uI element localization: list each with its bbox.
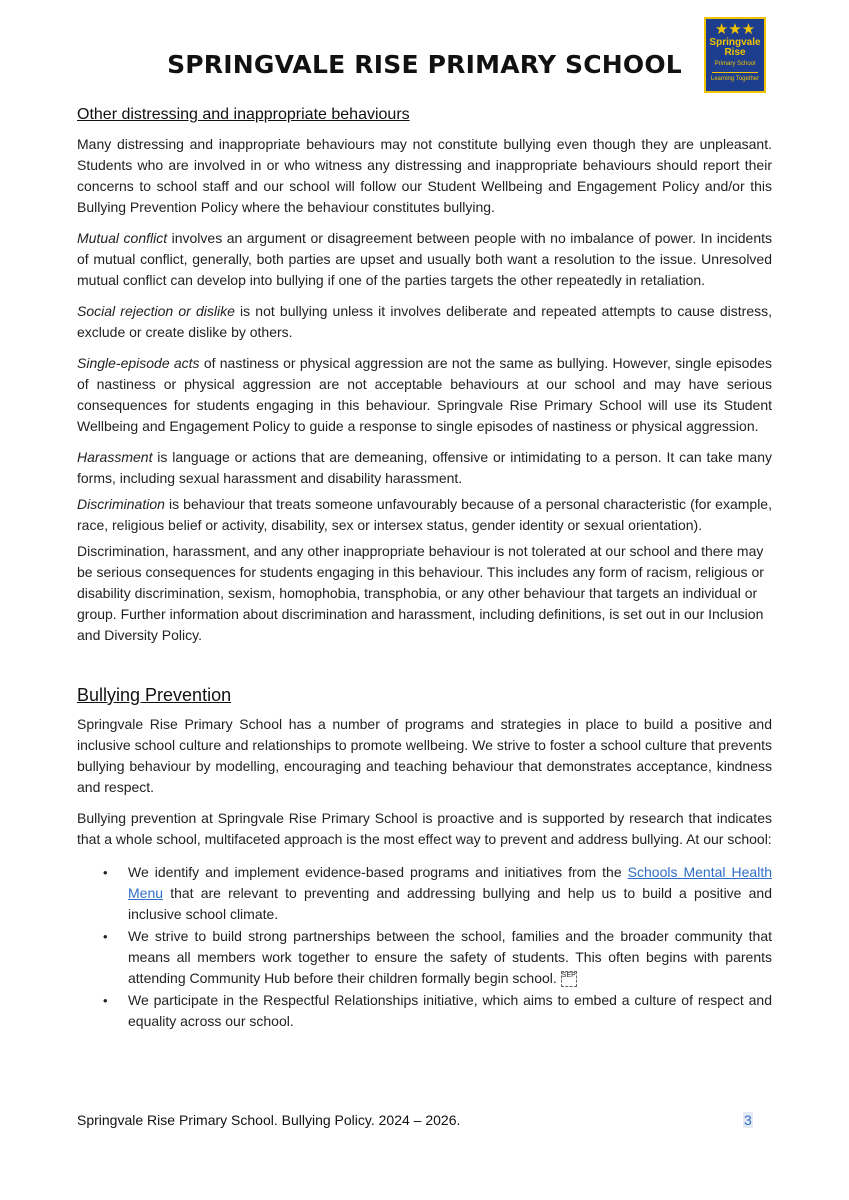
section-heading-bullying-prevention: Bullying Prevention xyxy=(77,685,232,705)
document-body xyxy=(77,104,772,1033)
paragraph-programs: Springvale Rise Primary School has a number of programs and strategies in place to build a positive and inclusive school culture and relationships to promote wellbeing. We strive to foster a school culture that prevents bullying behaviour by modelling, encouraging and teaching behaviour that demonstrates acceptance, kindness and respect. xyxy=(77,716,772,795)
separator-placeholder-icon: SEP xyxy=(561,971,577,987)
paragraph-discrimination xyxy=(77,494,772,536)
page-title: SPRINGVALE RISE PRIMARY SCHOOL xyxy=(167,50,682,79)
footer-text: Springvale Rise Primary School. Bullying Policy. 2024 – 2026. xyxy=(77,1112,461,1128)
bullet-icon: • xyxy=(103,993,108,1008)
logo-name-line1: Springvale xyxy=(709,37,761,48)
term-single-episode: Single-episode acts xyxy=(77,355,200,371)
paragraph-mutual-conflict xyxy=(77,228,772,291)
paragraph-single-episode xyxy=(77,353,772,437)
text-single-episode: of nastiness or physical aggression are not the same as bullying. However, single episodes of nastiness or physical aggression are not acceptable behaviours at our school and may have serious consequences for students engaging in this behaviour. Springvale Rise Primary School will use its Student Wellbeing and Engagement Policy to guide a response to single episodes of nastiness or physical aggression. xyxy=(77,355,772,434)
paragraph-proactive: Bullying prevention at Springvale Rise Primary School is proactive and is supported by research that indicates that a whole school, multifaceted approach is the most effect way to prevent and address bullying. At our school: xyxy=(77,810,772,847)
paragraph-harassment xyxy=(77,447,772,489)
paragraph-intro: Many distressing and inappropriate behaviours may not constitute bullying even though they are unpleasant. Students who are involved in or who witness any distressing and inappropriate behaviours should report their concerns to school staff and our school will follow our Student Wellbeing and Engagement Policy and/or this Bullying Prevention Policy where the behaviour constitutes bullying. xyxy=(77,136,772,215)
text-discrimination: is behaviour that treats someone unfavourably because of a personal characteristic (for example, race, religious belief or activity, disability, sex or intersex status, gender identity or sexual orientation). xyxy=(77,496,772,533)
text-social-rejection: is not bullying unless it involves deliberate and repeated attempts to cause distress, exclude or create dislike by others. xyxy=(77,303,772,340)
bullet3-text: We participate in the Respectful Relationships initiative, which aims to embed a culture of respect and equality across our school. xyxy=(128,992,772,1029)
bullet1-text-post: that are relevant to preventing and addressing bullying and help us to build a positive and inclusive school climate. xyxy=(128,885,772,922)
list-item xyxy=(103,926,772,989)
logo-tagline: Learning Together xyxy=(710,76,760,82)
page-number: 3 xyxy=(744,1112,752,1128)
logo-divider xyxy=(712,72,758,73)
paragraph-not-tolerated: Discrimination, harassment, and any other inappropriate behaviour is not tolerated at our school and there may be serious consequences for students engaging in this behaviour. This includes any form of racism, religious or disability discrimination, sexism, homophobia, transphobia, or any other behaviour that targets an individual or group. Further information about discrimination and harassment, including definitions, is set out in our Inclusion and Diversity Policy. xyxy=(77,543,764,643)
paragraph-social-rejection xyxy=(77,301,772,343)
bullet2-text: We strive to build strong partnerships between the school, families and the broader community that means all members work together to ensure the safety of students. This often begins with parents attending Community Hub before their children formally begin school. xyxy=(128,928,772,986)
term-mutual-conflict: Mutual conflict xyxy=(77,230,168,246)
term-harassment: Harassment xyxy=(77,449,153,465)
text-mutual-conflict: involves an argument or disagreement between people with no imbalance of power. In incidents of mutual conflict, generally, both parties are upset and usually both want a resolution to the issue. Unresolved mutual conflict can develop into bullying if one of the parties targets the other repeatedly in retaliation. xyxy=(77,230,772,288)
logo-name-line2: Rise xyxy=(724,47,746,58)
text-harassment: is language or actions that are demeaning, offensive or intimidating to a person. It can take many forms, including sexual harassment and disability harassment. xyxy=(77,449,772,486)
list-item xyxy=(103,990,772,1032)
prevention-list xyxy=(77,862,772,1032)
logo-stars-icon: ★★★ xyxy=(714,21,756,38)
section-heading-other-behaviours: Other distressing and inappropriate behaviours xyxy=(77,106,410,123)
logo-subtitle: Primary School xyxy=(714,61,756,67)
schools-mental-health-menu-link[interactable]: Schools Mental Health Menu xyxy=(128,864,772,901)
bullet-icon: • xyxy=(103,929,108,944)
bullet-icon: • xyxy=(103,865,108,880)
term-discrimination: Discrimination xyxy=(77,496,165,512)
term-social-rejection: Social rejection or dislike xyxy=(77,303,235,319)
bullet1-text-pre: We identify and implement evidence-based programs and initiatives from the xyxy=(128,864,628,880)
list-item xyxy=(103,862,772,925)
school-logo xyxy=(704,17,766,93)
